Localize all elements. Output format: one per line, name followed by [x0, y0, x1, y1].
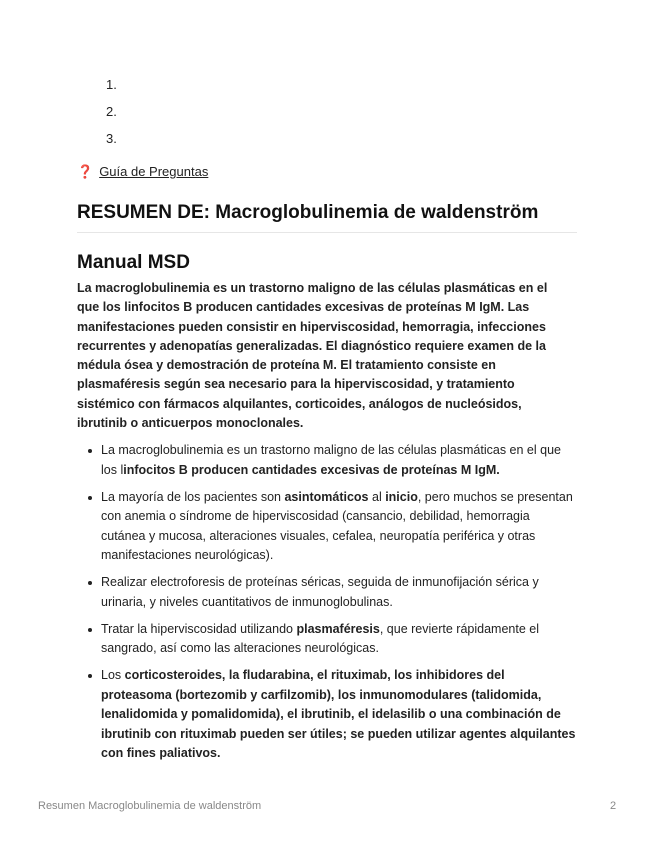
summary-paragraph: La macroglobulinemia es un trastorno maligno de las células plasmáticas en el que los linfocitos B producen cantidades excesivas de proteínas M IgM. Las manifestaciones pueden consistir en hiperviscosidad, hemorragia, infecciones recurrentes y adenopatías generalizadas. El diagnóstico requiere examen de la médula ósea y demostración de proteína M. El tratamiento consiste en plasmaféresis según sea necesario para la hiperviscosidad, y tratamiento sistémico con fármacos alquilantes, corticoides, análogos de nucleósidos, ibrutinib o anticuerpos monoclonales. [77, 281, 548, 431]
footer-title: Resumen Macroglobulinemia de waldenström [38, 800, 262, 812]
list-item: La mayoría de los pacientes son asintomáticos al inicio, pero muchos se presentan con anemia o síndrome de hiperviscosidad (cansancio, debilidad, hemorragia cutánea y mucosa, alteraciones visuales, cefalea, neuropatía periférica y otras manifestaciones neurológicas). [77, 488, 577, 566]
page-number: 2 [610, 800, 617, 812]
list-item: La macroglobulinemia es un trastorno maligno de las células plasmáticas en el que los linfocitos B producen cantidades excesivas de proteínas M IgM. [77, 441, 577, 480]
numbered-list [76, 75, 117, 156]
section-heading: Manual MSD [77, 252, 190, 273]
guide-link[interactable]: Guía de Preguntas [99, 164, 209, 179]
question-icon: ❓ [77, 164, 94, 179]
list-item: Realizar electroforesis de proteínas séricas, seguida de inmunofijación sérica y urinaria, y niveles cuantitativos de inmunoglobulinas. [77, 573, 577, 612]
page-title: RESUMEN DE: Macroglobulinemia de waldenström [77, 200, 577, 233]
list-item: Los corticosteroides, la fludarabina, el rituximab, los inhibidores del proteasoma (bortezomib y carfilzomib), los inmunomodulares (talidomida, lenalidomida y pomalidomida), el ibrutinib, el idelasilib o una combinación de ibrutinib con rituximab pueden ser útiles; se pueden utilizar agentes alquilantes con fines paliativos. [77, 666, 577, 764]
list-item: 2. [106, 104, 117, 119]
list-item: 3. [106, 131, 117, 146]
list-item: 1. [106, 77, 117, 92]
list-item: Tratar la hiperviscosidad utilizando plasmaféresis, que revierte rápidamente el sangrado, así como las alteraciones neurológicas. [77, 620, 577, 659]
bullet-list [77, 441, 577, 771]
guide-link-row [77, 163, 208, 181]
